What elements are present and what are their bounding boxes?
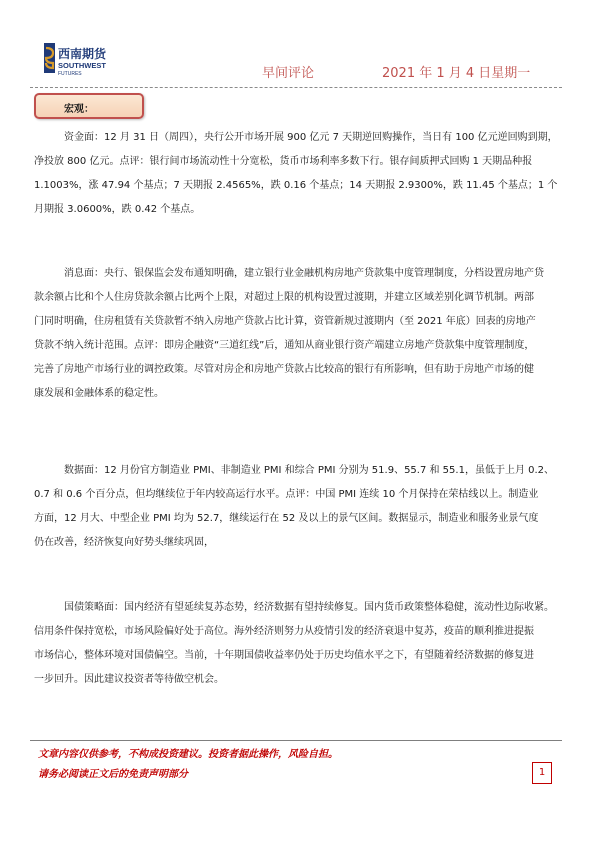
report-date: 2021 年 1 月 4 日星期一 [382,66,531,81]
paragraph-line: 康发展和金融体系的稳定性。 [34,388,164,399]
paragraph-line: 1.1003%，涨 47.94 个基点；7 天期报 2.4565%，跌 0.16 个基点；14 天期报 2.9300%，跌 11.45 个基点；1 个 [34,180,558,191]
paragraph-line: 仍在改善，经济恢复向好势头继续巩固， [34,537,214,548]
paragraph-line: 月期报 3.0600%，跌 0.42 个基点。 [34,204,201,215]
section-heading-box [34,93,144,119]
paragraph-data [34,459,564,555]
paragraph-line: 0.7 和 0.6 个百分点，但均继续位于年内较高运行水平。点评：中国 PMI 连续 10 个月保持在荣枯线以上。制造业 [34,489,539,500]
disclaimer-line-2: 请务必阅读正文后的免责声明部分 [38,769,188,780]
logo-en-sub: FUTURES [58,71,82,77]
logo-cn: 西南期货 [58,47,107,61]
report-title: 早间评论 [262,66,315,81]
paragraph-line: 资金面：12 月 31 日（周四），央行公开市场开展 900 亿元 7 天期逆回购操作，当日有 100 亿元逆回购到期， [64,132,558,143]
paragraph-line: 市场信心，整体环境对国债偏空。当前，十年期国债收益率仍处于历史均值水平之下，有望随着经济数据的修复进 [34,650,534,661]
paragraph-line: 净投放 800 亿元。点评：银行间市场流动性十分宽松，货币市场利率多数下行。银存间质押式回购 1 天期品种报 [34,156,533,167]
paragraph-bond-strategy [34,596,564,692]
disclaimer-line-1: 文章内容仅供参考，不构成投资建议。投资者据此操作，风险自担。 [38,749,338,760]
paragraph-line: 信用条件保持宽松，市场风险偏好处于高位。海外经济则努力从疫情引发的经济衰退中复苏，疫苗的顺利推进提振 [34,626,534,637]
paragraph-news [34,262,564,406]
logo-en: SOUTHWEST [58,61,106,70]
footer-divider [30,740,562,741]
paragraph-line: 完善了房地产市场行业的调控政策。尽管对房企和房地产贷款占比较高的银行有所影响，但有助于房地产市场的健 [34,364,534,375]
paragraph-line: 消息面：央行、银保监会发布通知明确，建立银行业金融机构房地产贷款集中度管理制度，分档设置房地产贷 [64,268,544,279]
header-divider [30,87,562,88]
paragraph-funding [34,126,564,222]
paragraph-line: 贷款不纳入统计范围。点评：即房企融资“三道红线”后，通知从商业银行资产端建立房地产贷款集中度管理制度， [34,340,535,351]
paragraph-line: 门同时明确，住房租赁有关贷款暂不纳入房地产贷款占比计算，资管新规过渡期内（至 2021 年底）回表的房地产 [34,316,536,327]
page-number: 1 [532,762,552,784]
paragraph-line: 数据面：12 月份官方制造业 PMI、非制造业 PMI 和综合 PMI 分别为 51.9、55.7 和 55.1，虽低于上月 0.2、 [64,465,555,476]
section-label: 宏观： [64,104,94,115]
company-logo [42,40,132,80]
paragraph-line: 一步回升。因此建议投资者等待做空机会。 [34,674,224,685]
paragraph-line: 国债策略面：国内经济有望延续复苏态势，经济数据有望持续修复。国内货币政策整体稳健，流动性边际收紧。 [64,602,554,613]
paragraph-line: 方面，12 月大、中型企业 PMI 均为 52.7，继续运行在 52 及以上的景气区间。数据显示，制造业和服务业景气度 [34,513,539,524]
paragraph-line: 款余额占比和个人住房贷款余额占比两个上限，对超过上限的机构设置过渡期，并建立区域差别化调节机制。两部 [34,292,534,303]
